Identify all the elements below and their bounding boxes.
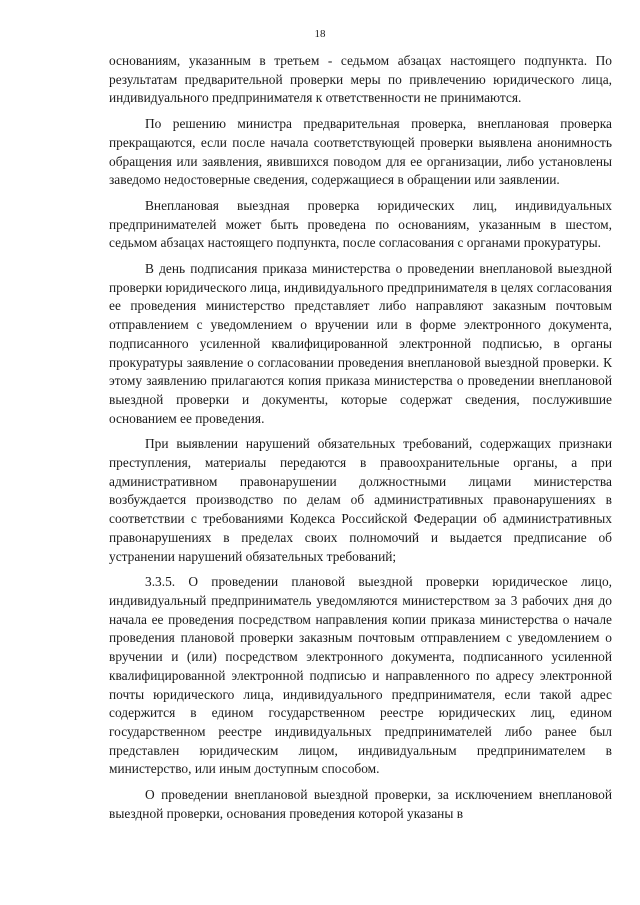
paragraph: основаниям, указанным в третьем - седьмом абзацах настоящего подпункта. По результатам предварительной проверки меры по привлечению юридического лица, индивидуального предпринимателя к ответственности не принимаются.: [109, 53, 612, 106]
paragraph: В день подписания приказа министерства о проведении внеплановой выездной проверки юридического лица, индивидуального предпринимателя в целях согласования ее проведения министерство представляет либо направляют заказным почтовым отправлением с уведомлением о вручении или в форме электронного документа, подписанного усиленной квалифицированной электронной подписью, в органы прокуратуры заявление о согласовании проведения внеплановой выездной проверки. К этому заявлению прилагаются копия приказа министерства о проведении внеплановой выездной проверки и документы, которые содержат сведения, послужившие основанием ее проведения.: [109, 261, 612, 426]
paragraph: Внеплановая выездная проверка юридических лиц, индивидуальных предпринимателей может быть проведена по основаниям, указанным в шестом, седьмом абзацах настоящего подпункта, после согласования с органами прокуратуры.: [109, 197, 612, 251]
document-body: [109, 52, 612, 823]
paragraph: По решению министра предварительная проверка, внеплановая проверка прекращаются, если после начала соответствующей проверки выявлена анонимность обращения или заявления, явившихся поводом для ее организации, либо установлены заведомо недостоверные сведения, содержащиеся в обращении или заявлении.: [109, 116, 612, 188]
page-number: 18: [314, 28, 326, 40]
paragraph: При выявлении нарушений обязательных требований, содержащих признаки преступления, материалы передаются в правоохранительные органы, а при административном правонарушении должностными лицами министерства возбуждается производство по делам об административных правонарушениях в соответствии с требованиями Кодекса Российской Федерации об административных правонарушениях в пределах своих полномочий и выдается предписание об устранении нарушений обязательных требований;: [109, 436, 612, 564]
paragraph: О проведении внеплановой выездной проверки, за исключением внеплановой выездной проверки, основания проведения которой указаны в: [109, 787, 612, 821]
paragraph: 3.3.5. О проведении плановой выездной проверки юридическое лицо, индивидуальный предприниматель уведомляются министерством за 3 рабочих дня до начала ее проведения посредством направления копии приказа министерства о начале проведения плановой проверки заказным почтовым отправлением с уведомлением о вручении и (или) посредством электронного документа, подписанного усиленной квалифицированной электронной подписью и направленного по адресу электронной почты юридического лица, индивидуального предпринимателя, если такой адрес содержится в едином государственном реестре юридических лиц, едином государственном реестре индивидуальных предпринимателей либо ранее был представлен юридическим лицом, индивидуальным предпринимателем в министерство, или иным доступным способом.: [109, 574, 612, 777]
